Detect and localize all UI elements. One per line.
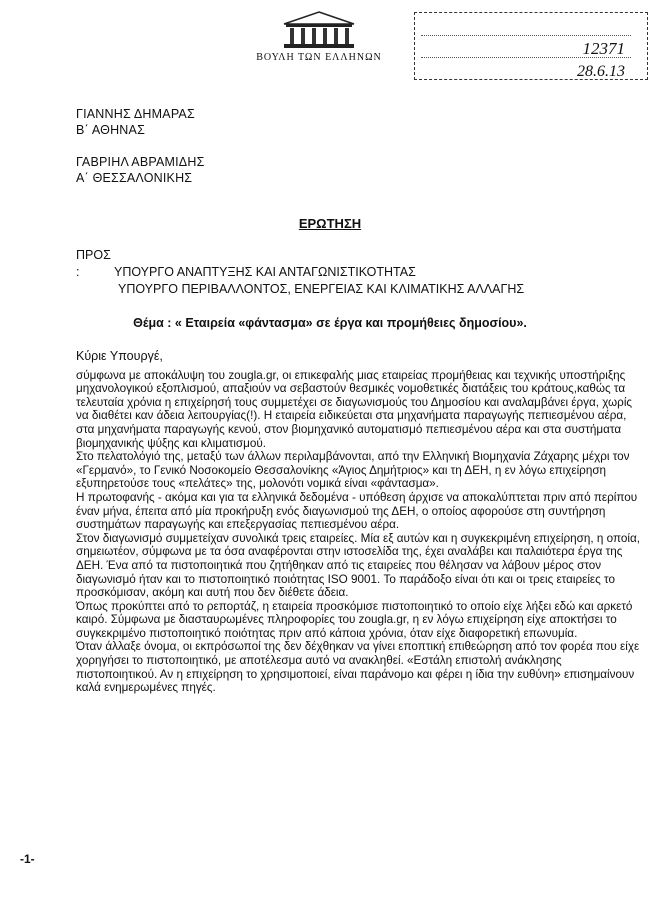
recipients-block	[76, 247, 524, 298]
registration-stamp	[414, 12, 648, 80]
body-paragraph: σύμφωνα με αποκάλυψη του zougla.gr, οι επικεφαλής μιας εταιρείας προμήθειας και τεχνικής υποστήριξης μηχανολογικού εξοπλισμού, απαξιούν να σεβαστούν θεσμικές νομοθετικές διατάξεις του κράτους,καθώς τα τελευταία χρόνια η επιχείρησή τους συμμετέχει σε διαγωνισμούς του Δημοσίου και αναλαμβάνει έργα, χωρίς να διαθέτει καν άδεια λειτουργίας(!). Η εταιρεία ειδικεύεται στα μηχανήματα παραγωγής πεπιεσμένου αέρα, στα μηχανήματα παραγωγής κενού, στον βιομηχανικό αυτοματισμό πεπιεσμένου αέρα και στα συστήματα βιομηχανικής ψύξης και κλιματισμού.	[76, 368, 633, 450]
page-number: -1-	[20, 852, 35, 866]
stamp-number: 12371	[582, 39, 625, 58]
logo-text: ΒΟΥΛΗ ΤΩΝ ΕΛΛΗΝΩΝ	[256, 52, 382, 63]
greeting: Κύριε Υπουργέ,	[76, 349, 163, 363]
author-name: ΓΙΑΝΝΗΣ ΔΗΜΑΡΑΣ	[76, 107, 195, 121]
question-body	[76, 350, 646, 695]
recipient-line: ΥΠΟΥΡΓΟ ΑΝΑΠΤΥΞΗΣ ΚΑΙ ΑΝΤΑΓΩΝΙΣΤΙΚΟΤΗΤΑΣ	[114, 265, 416, 279]
stamp-date: 28.6.13	[577, 63, 625, 80]
author	[76, 154, 205, 186]
recipients-label: ΠΡΟΣ :	[76, 248, 111, 279]
author	[76, 106, 205, 138]
author-district: Β΄ ΑΘΗΝΑΣ	[76, 123, 145, 137]
body-paragraph: Στον διαγωνισμό συμμετείχαν συνολικά τρεις εταιρείες. Μία εξ αυτών και η συγκεκριμένη επιχείρηση, η οποία, σημειωτέον, σύμφωνα με τα όσα αναφέρονται στην ιστοσελίδα της, έχει αναλάβει και παλαιότερα έργα της ΔΕΗ. Ένα από τα πιστοποιητικά που ζητήθηκαν από τις εταιρείες που θέλησαν να λάβουν μέρος στον διαγωνισμό ήταν και το πιστοποιητικό ποιότητας ISO 9001. Το παράδοξο είναι ότι και οι τρεις εταιρείες το προσκόμισαν, ακόμη και αυτή που δεν διέθετε άδεια.	[76, 531, 640, 600]
recipient-line: ΥΠΟΥΡΓΟ ΠΕΡΙΒΑΛΛΟΝΤΟΣ, ΕΝΕΡΓΕΙΑΣ ΚΑΙ ΚΛΙΜΑΤΙΚΗΣ ΑΛΛΑΓΗΣ	[118, 282, 525, 296]
parliament-logo	[234, 10, 404, 63]
body-paragraph: Όπως προκύπτει από το ρεπορτάζ, η εταιρεία προσκόμισε πιστοποιητικό το οποίο είχε λήξει εδώ και αρκετό καιρό. Σύμφωνα με διασταυρωμένες πληροφορίες του zougla.gr, η εν λόγω επιχείρηση είχε αποκτήσει το συγκεκριμένο πιστοποιητικό ποιότητας πριν από κάποια χρόνια, όταν είχε διαφορετική επωνυμία.	[76, 599, 633, 640]
subject-line: Θέμα : « Εταιρεία «φάντασμα» σε έργα και προμήθειες δημοσίου».	[133, 316, 527, 330]
body-paragraph: Όταν άλλαξε όνομα, οι εκπρόσωποί της δεν δέχθηκαν να γίνει εποπτική επιθεώρηση από τον φορέα που είχε χορηγήσει το πιστοποιητικό, με αποτέλεσμα αυτό να ανακληθεί. «Εστάλη επιστολή ανάκλησης πιστοποιητικού. Αν η επιχείρηση το χρησιμοποιεί, είναι παράνομο και φέρει η ίδια την ευθύνη» επισημαίνουν καλά ενημερωμένες πηγές.	[76, 640, 640, 695]
author-name: ΓΑΒΡΙΗΛ ΑΒΡΑΜΙΔΗΣ	[76, 155, 205, 169]
document-title: ΕΡΩΤΗΣΗ	[298, 216, 362, 231]
authors-block	[76, 106, 205, 202]
body-paragraph: Στο πελατολόγιό της, μεταξύ των άλλων περιλαμβάνονται, από την Ελληνική Βιομηχανία Ζάχαρης μέχρι τον «Γερμανό», το Γενικό Νοσοκομείο Θεσσαλονίκης «Άγιος Δημήτριος» και τη ΔΕΗ, η εν λόγω επιχείρηση εξυπηρετούσε τους «πελάτες» της, μολονότι νομικά είναι «φάντασμα».	[76, 450, 630, 491]
body-paragraph: Η πρωτοφανής - ακόμα και για τα ελληνικά δεδομένα - υπόθεση άρχισε να αποκαλύπτεται πριν από περίπου έναν μήνα, έπειτα από μία προκήρυξη ενός διαγωνισμού της ΔΕΗ, ο οποίος αφορούσε στη συντήρηση συστημάτων παραγωγής και επεξεργασίας πεπιεσμένου αέρα.	[76, 490, 638, 532]
author-district: Α΄ ΘΕΣΣΑΛΟΝΙΚΗΣ	[76, 171, 193, 185]
parliament-emblem-icon	[274, 10, 364, 50]
